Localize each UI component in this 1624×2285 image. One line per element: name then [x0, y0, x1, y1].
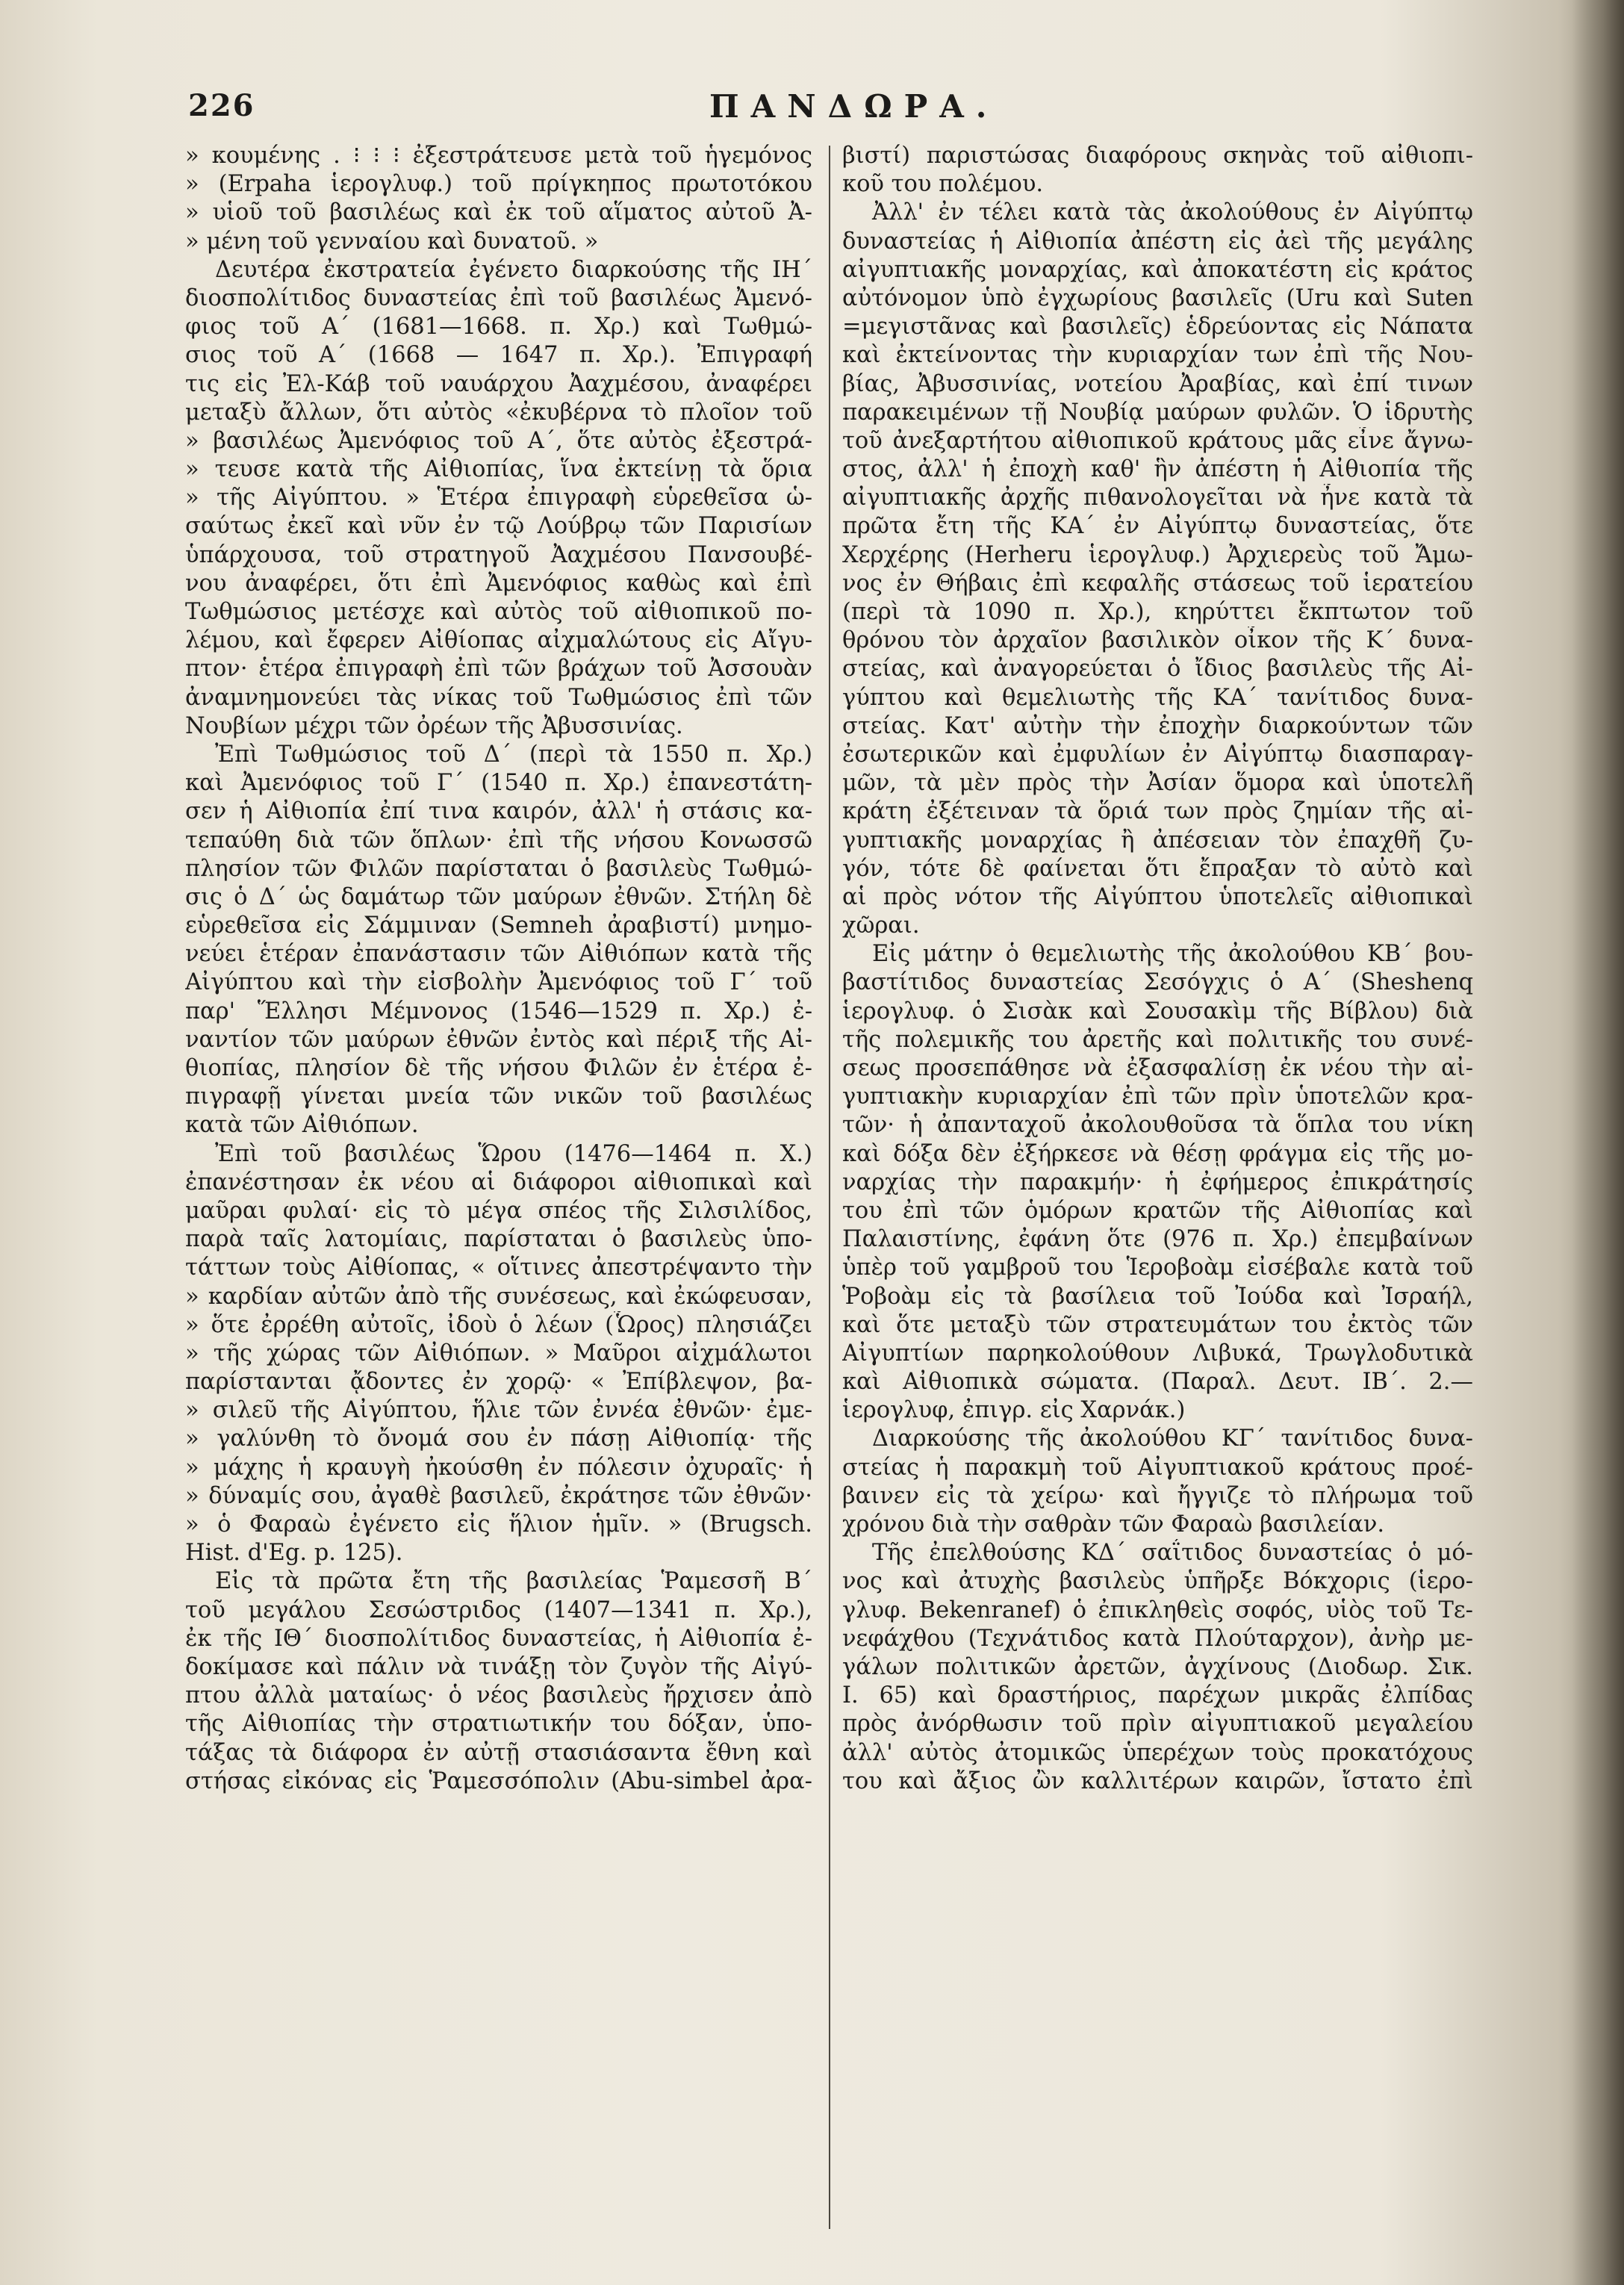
text-line: Εἰς μάτην ὁ θεμελιωτὴς τῆς ἀκολούθου ΚΒ΄ βου-	[872, 941, 1473, 968]
text-line: μῶν, τὰ μὲν πρὸς τὴν Ἀσίαν ὅμορα καὶ ὑποτελῆ	[842, 770, 1473, 797]
text-line: νεύει ἑτέραν ἐπανάστασιν τῶν Αἰθιόπων κατὰ τῆς	[185, 941, 812, 968]
text-line: πτον· ἑτέρα ἐπιγραφὴ ἐπὶ τῶν βράχων τοῦ Ἀσσουὰν	[185, 656, 812, 683]
text-line: αἰγυπτιακῆς ἀρχῆς πιθανολογεῖται νὰ ἦνε κατὰ τὰ	[842, 485, 1473, 512]
right-column	[842, 142, 1473, 2233]
text-line: καὶ Αἰθιοπικὰ σώματα. (Παραλ. Δευτ. ΙΒ΄. 2.—	[842, 1369, 1473, 1396]
text-line: » ὅτε ἐρρέθη αὐτοῖς, ἰδοὺ ὁ λέων (Ὧρος) πλησιάζει	[185, 1311, 812, 1338]
text-line: παρίστανται ᾄδοντες ἐν χορῷ· « Ἐπίβλεψον, βα-	[185, 1369, 812, 1396]
text-line: δοκίμασε καὶ πάλιν νὰ τινάξῃ τὸν ζυγὸν τῆς Αἰγύ-	[185, 1653, 812, 1680]
text-line: μεταξὺ ἄλλων, ὅτι αὐτὸς «ἐκυβέρνα τὸ πλοῖον τοῦ	[185, 399, 812, 426]
text-line: » κουμένης . ⁝ ⁝ ⁝ ἐξεστράτευσε μετὰ τοῦ ἡγεμόνος	[185, 143, 812, 169]
text-line: ἐσωτερικῶν καὶ ἐμφυλίων ἐν Αἰγύπτῳ διασπαραγ-	[842, 741, 1473, 768]
text-line: Τωθμώσιος μετέσχε καὶ αὐτὸς τοῦ αἰθιοπικοῦ πο-	[185, 599, 812, 625]
text-line: μαῦραι φυλαί· εἰς τὸ μέγα σπέος τῆς Σιλσιλίδος,	[185, 1197, 812, 1224]
binding-shadow	[1572, 0, 1624, 2285]
text-line: κατὰ τῶν Αἰθιόπων.	[185, 1112, 419, 1139]
text-line: » μάχης ἡ κραυγὴ ἠκούσθη ἐν πόλεσιν ὀχυραῖς· ἡ	[185, 1454, 812, 1481]
text-line: Παλαιστίνης, ἐφάνη ὅτε (976 π. Χρ.) ἐπεμβαίνων	[842, 1226, 1473, 1253]
text-line: Ἐπὶ Τωθμώσιος τοῦ Δ΄ (περὶ τὰ 1550 π. Χρ.)	[215, 741, 812, 768]
text-line: ἱερογλυφ, ἐπιγρ. εἰς Χαρνάκ.)	[842, 1397, 1186, 1424]
text-line: » τευσε κατὰ τῆς Αἰθιοπίας, ἵνα ἐκτείνῃ τὰ ὅρια	[185, 456, 812, 483]
text-line: παρὰ ταῖς λατομίαις, παρίσταται ὁ βασιλεὺς ὑπο-	[185, 1226, 812, 1253]
text-line: καὶ ὅτε μεταξὺ τῶν στρατευμάτων του ἐκτὸς τῶν	[842, 1311, 1473, 1338]
text-line: στήσας εἰκόνας εἰς Ῥαμεσσόπολιν (Abu-simbel ἀρα-	[185, 1768, 812, 1794]
text-line: » βασιλέως Ἀμενόφιος τοῦ Α΄, ὅτε αὐτὸς ἐξεστρά-	[185, 427, 812, 454]
text-line: παρ' Ἕλλησι Μέμνονος (1546—1529 π. Χρ.) ἐ-	[185, 998, 812, 1025]
text-line: βαινεν εἰς τὰ χείρω· καὶ ἤγγιζε τὸ πλήρωμα τοῦ	[842, 1482, 1473, 1509]
text-line: κράτη ἐξέτειναν τὰ ὅριά των πρὸς ζημίαν τῆς αἰ-	[842, 798, 1473, 825]
text-line: σιος τοῦ Α΄ (1668 — 1647 π. Χρ.). Ἐπιγραφή	[185, 342, 812, 369]
text-line: τάξας τὰ διάφορα ἐν αὐτῇ στασιάσαντα ἔθνη καὶ	[185, 1739, 812, 1766]
text-line: παρακειμένων τῇ Νουβίᾳ μαύρων φυλῶν. Ὁ ἱδρυτὴς	[842, 399, 1473, 426]
text-line: I. 65) καὶ δραστήριος, παρέχων μικρᾶς ἐλπίδας	[842, 1682, 1473, 1709]
text-line: καὶ Ἀμενόφιος τοῦ Γ΄ (1540 π. Χρ.) ἐπανεστάτη-	[185, 770, 812, 797]
text-line: (περὶ τὰ 1090 π. Χρ.), κηρύττει ἔκπτωτον τοῦ	[842, 599, 1473, 625]
text-line: πλησίον τῶν Φιλῶν παρίσταται ὁ βασιλεὺς Τωθμώ-	[185, 855, 812, 882]
text-line: αἰγυπτιακῆς μοναρχίας, καὶ ἀποκατέστη εἰς κράτος	[842, 256, 1473, 283]
text-line: » υἱοῦ τοῦ βασιλέως καὶ ἐκ τοῦ αἵματος αὐτοῦ Ἀ-	[185, 199, 812, 226]
text-line: κοῦ του πολέμου.	[842, 171, 1044, 198]
text-line: ναντίον τῶν μαύρων ἐθνῶν ἐντὸς καὶ πέριξ τῆς Αἰ-	[185, 1026, 812, 1053]
text-line: θρόνου τὸν ἀρχαῖον βασιλικὸν οἶκον τῆς Κ΄ δυνα-	[842, 627, 1473, 654]
text-line: γόν, τότε δὲ φαίνεται ὅτι ἔπραξαν τὸ αὐτὸ καὶ	[842, 855, 1473, 882]
text-line: Εἰς τὰ πρῶτα ἔτη τῆς βασιλείας Ῥαμεσσῆ Β΄	[215, 1568, 812, 1595]
text-line: Χερχέρης (Herheru ἱερογλυφ.) Ἀρχιερεὺς τοῦ Ἄμω-	[842, 541, 1473, 568]
text-line: σις ὁ Δ΄ ὡς δαμάτωρ τῶν μαύρων ἐθνῶν. Στήλη δὲ	[185, 883, 812, 910]
text-line: στείας, καὶ ἀναγορεύεται ὁ ἴδιος βασιλεὺς τῆς Αἰ-	[842, 656, 1473, 683]
text-line: πιγραφῇ γίνεται μνεία τῶν νικῶν τοῦ βασιλέως	[185, 1084, 812, 1110]
text-line: Hist. d'Eg. p. 125).	[185, 1540, 403, 1567]
text-line: διοσπολίτιδος δυναστείας ἐπὶ τοῦ βασιλέως Ἀμενό-	[185, 285, 812, 311]
text-line: ἐπανέστησαν ἐκ νέου αἱ διάφοροι αἰθιοπικαὶ καὶ	[185, 1169, 812, 1196]
text-line: ὑπάρχουσα, τοῦ στρατηγοῦ Ἀαχμέσου Πανσουβέ-	[185, 541, 812, 568]
text-line: » καρδίαν αὐτῶν ἀπὸ τῆς συνέσεως, καὶ ἐκώφευσαν,	[185, 1283, 812, 1310]
text-line: σαύτως ἐκεῖ καὶ νῦν ἐν τῷ Λούβρῳ τῶν Παρισίων	[185, 513, 812, 540]
text-line: εὑρεθεῖσα εἰς Σάμμιναν (Semneh ἀραβιστί) μνημο-	[185, 913, 812, 939]
text-line: ὑπὲρ τοῦ γαμβροῦ του Ἱεροβοὰμ εἰσέβαλε κατὰ τοῦ	[842, 1255, 1473, 1281]
text-line: » σιλεῦ τῆς Αἰγύπτου, ἥλιε τῶν ἐννέα ἐθνῶν· ἐμε-	[185, 1397, 812, 1424]
text-line: Ἀλλ' ἐν τέλει κατὰ τὰς ἀκολούθους ἐν Αἰγύπτῳ	[872, 199, 1473, 226]
text-line: λέμου, καὶ ἔφερεν Αἰθίοπας αἰχμαλώτους εἰς Αἴγυ-	[185, 627, 812, 654]
text-line: Δευτέρα ἐκστρατεία ἐγένετο διαρκούσης τῆς ΙΗ΄	[215, 256, 812, 283]
text-line: πρὸς ἀνόρθωσιν τοῦ πρὶν αἰγυπτιακοῦ μεγαλείου	[842, 1711, 1473, 1738]
text-line: νος ἐν Θήβαις ἐπὶ κεφαλῆς στάσεως τοῦ ἱερατείου	[842, 570, 1473, 597]
text-line: ἀλλ' αὐτὸς ἀτομικῶς ὑπερέχων τοὺς προκατόχους	[842, 1739, 1473, 1766]
text-line: ναρχίας τὴν παρακμήν· ἡ ἐφήμερος ἐπικράτησίς	[842, 1169, 1473, 1196]
text-line: του ἐπὶ τῶν ὁμόρων κρατῶν τῆς Αἰθιοπίας καὶ	[842, 1197, 1473, 1224]
text-line: ἱερογλυφ. ὁ Σισὰκ καὶ Σουσακὶμ τῆς Βίβλου) διὰ	[842, 998, 1473, 1025]
text-line: καὶ ἐκτείνοντας τὴν κυριαρχίαν των ἐπὶ τῆς Νου-	[842, 342, 1473, 369]
text-line: βαστίτιδος δυναστείας Σεσόγχις ὁ Α΄ (Sheshenq	[842, 969, 1473, 996]
running-title: ΠΑΝΔΩΡΑ.	[709, 88, 999, 125]
text-line: » (Erpaha ἱερογλυφ.) τοῦ πρίγκηπος πρωτοτόκου	[185, 171, 812, 198]
text-line: Νουβίων μέχρι τῶν ὀρέων τῆς Ἀβυσσινίας.	[185, 712, 683, 739]
column-divider	[829, 146, 830, 2229]
text-line: » δύναμίς σου, ἀγαθὲ βασιλεῦ, ἐκράτησε τῶν ἐθνῶν·	[185, 1482, 812, 1509]
text-line: τῆς Αἰθιοπίας τὴν στρατιωτικήν του δόξαν, ὑπο-	[185, 1711, 812, 1738]
text-line: » τῆς Αἰγύπτου. » Ἑτέρα ἐπιγραφὴ εὑρεθεῖσα ὡ-	[185, 485, 812, 512]
text-line: αἱ πρὸς νότον τῆς Αἰγύπτου ὑποτελεῖς αἰθιοπικαὶ	[842, 883, 1473, 910]
text-line: βιστί) παριστώσας διαφόρους σκηνὰς τοῦ αἰθιοπι-	[842, 143, 1473, 169]
text-line: δυναστείας ἡ Αἰθιοπία ἀπέστη εἰς ἀεὶ τῆς μεγάλης	[842, 228, 1473, 255]
text-line: στείας. Κατ' αὐτὴν τὴν ἐποχὴν διαρκούντων τῶν	[842, 712, 1473, 739]
text-line: Διαρκούσης τῆς ἀκολούθου ΚΓ΄ τανίτιδος δυνα-	[872, 1426, 1473, 1452]
text-line: » γαλύνθη τὸ ὄνομά σου ἐν πάσῃ Αἰθιοπίᾳ· τῆς	[185, 1426, 812, 1452]
text-line: τοῦ μεγάλου Σεσώστριδος (1407—1341 π. Χρ.),	[185, 1597, 812, 1623]
text-line: τεπαύθη διὰ τῶν ὅπλων· ἐπὶ τῆς νήσου Κονωσσῶ	[185, 827, 812, 854]
text-line: τῆς πολεμικῆς του ἀρετῆς καὶ πολιτικῆς του συνέ-	[842, 1026, 1473, 1053]
text-line: νου ἀναφέρει, ὅτι ἐπὶ Ἀμενόφιος καθὼς καὶ ἐπὶ	[185, 570, 812, 597]
text-line: ἀναμνημονεύει τὰς νίκας τοῦ Τωθμώσιος ἐπὶ τῶν	[185, 684, 812, 711]
text-line: νος καὶ ἀτυχὴς βασιλεὺς ὑπῆρξε Βόκχορις (ἱερο-	[842, 1568, 1473, 1595]
text-line: τάττων τοὺς Αἰθίοπας, « οἵτινες ἀπεστρέψαντο τὴν	[185, 1255, 812, 1281]
text-line: πρῶτα ἔτη τῆς ΚΑ΄ ἐν Αἰγύπτῳ δυναστείας, ὅτε	[842, 513, 1473, 540]
text-line: » ὁ Φαραὼ ἐγένετο εἰς ἥλιον ἡμῖν. » (Brugsch.	[185, 1511, 812, 1538]
text-line: Τῆς ἐπελθούσης ΚΔ΄ σαΐτιδος δυναστείας ὁ μό-	[872, 1540, 1473, 1567]
text-line: τις εἰς Ἐλ-Κάβ τοῦ ναυάρχου Ἀαχμέσου, ἀναφέρει	[185, 370, 812, 397]
text-line: νεφάχθου (Τεχνάτιδος κατὰ Πλούταρχον), ἀνὴρ με-	[842, 1625, 1473, 1652]
text-line: γύπτου καὶ θεμελιωτὴς τῆς ΚΑ΄ τανίτιδος δυνα-	[842, 684, 1473, 711]
page-header	[179, 88, 1568, 133]
text-line: θιοπίας, πλησίον δὲ τῆς νήσου Φιλῶν ἐν ἑτέρα ἐ-	[185, 1055, 812, 1081]
text-line: Ῥοβοὰμ εἰς τὰ βασίλεια τοῦ Ἰούδα καὶ Ἰσραήλ,	[842, 1283, 1473, 1310]
text-line: Αἰγύπτου καὶ τὴν εἰσβολὴν Ἀμενόφιος τοῦ Γ΄ τοῦ	[185, 969, 812, 996]
text-line: σεως προσεπάθησε νὰ ἐξασφαλίσῃ ἐκ νέου τὴν αἰ-	[842, 1055, 1473, 1081]
text-line: βίας, Ἀβυσσινίας, νοτείου Ἀραβίας, καὶ ἐπί τινων	[842, 370, 1473, 397]
text-line: τοῦ ἀνεξαρτήτου αἰθιοπικοῦ κράτους μᾶς εἶνε ἄγνω-	[842, 427, 1473, 454]
text-line: χρόνου διὰ τὴν σαθρὰν τῶν Φαραὼ βασιλείαν.	[842, 1511, 1385, 1538]
text-line: στείας ἡ παρακμὴ τοῦ Αἰγυπτιακοῦ κράτους προέ-	[842, 1454, 1473, 1481]
text-line: γυπτιακῆς μοναρχίας ἢ ἀπέσειαν τὸν ἐπαχθῆ ζυ-	[842, 827, 1473, 854]
text-line: φιος τοῦ Α΄ (1681—1668. π. Χρ.) καὶ Τωθμώ-	[185, 314, 812, 341]
text-line: ἐκ τῆς ΙΘ΄ διοσπολίτιδος δυναστείας, ἡ Αἰθιοπία ἐ-	[185, 1625, 812, 1652]
text-line: Αἰγυπτίων παρηκολούθουν Λιβυκά, Τρωγλοδυτικὰ	[842, 1340, 1473, 1367]
text-line: τῶν· ἡ ἀπανταχοῦ ἀκολουθοῦσα τὰ ὅπλα του νίκη	[842, 1112, 1473, 1139]
left-column	[185, 142, 812, 2233]
page-number: 226	[188, 88, 255, 123]
text-line: του καὶ ἄξιος ὢν καλλιτέρων καιρῶν, ἴστατο ἐπὶ	[842, 1768, 1473, 1794]
text-line: σεν ἡ Αἰθιοπία ἐπί τινα καιρόν, ἀλλ' ἡ στάσις κα-	[185, 798, 812, 825]
text-line: =μεγιστᾶνας καὶ βασιλεῖς) ἑδρεύοντας εἰς Νάπατα	[842, 314, 1473, 341]
text-line: καὶ δόξα δὲν ἐξήρκεσε νὰ θέσῃ φράγμα εἰς τῆς μο-	[842, 1140, 1473, 1167]
text-line: Ἐπὶ τοῦ βασιλέως Ὥρου (1476—1464 π. Χ.)	[215, 1140, 812, 1167]
text-line: γάλων πολιτικῶν ἀρετῶν, ἀγχίνους (Διοδωρ. Σικ.	[842, 1653, 1473, 1680]
text-line: γλυφ. Bekenranef) ὁ ἐπικληθεὶς σοφός, υἱὸς τοῦ Τε-	[842, 1597, 1473, 1623]
text-line: χῶραι.	[842, 913, 920, 939]
text-line: στος, ἀλλ' ἡ ἐποχὴ καθ' ἣν ἀπέστη ἡ Αἰθιοπία τῆς	[842, 456, 1473, 483]
text-line: » μένη τοῦ γενναίου καὶ δυνατοῦ. »	[185, 228, 599, 255]
text-line: αὐτόνομον ὑπὸ ἐγχωρίους βασιλεῖς (Uru καὶ Suten	[842, 285, 1473, 311]
text-line: πτου ἀλλὰ ματαίως· ὁ νέος βασιλεὺς ἤρχισεν ἀπὸ	[185, 1682, 812, 1709]
text-line: γυπτιακὴν κυριαρχίαν ἐπὶ τῶν πρὶν ὑποτελῶν κρα-	[842, 1084, 1473, 1110]
text-line: » τῆς χώρας τῶν Αἰθιόπων. » Μαῦροι αἰχμάλωτοι	[185, 1340, 812, 1367]
